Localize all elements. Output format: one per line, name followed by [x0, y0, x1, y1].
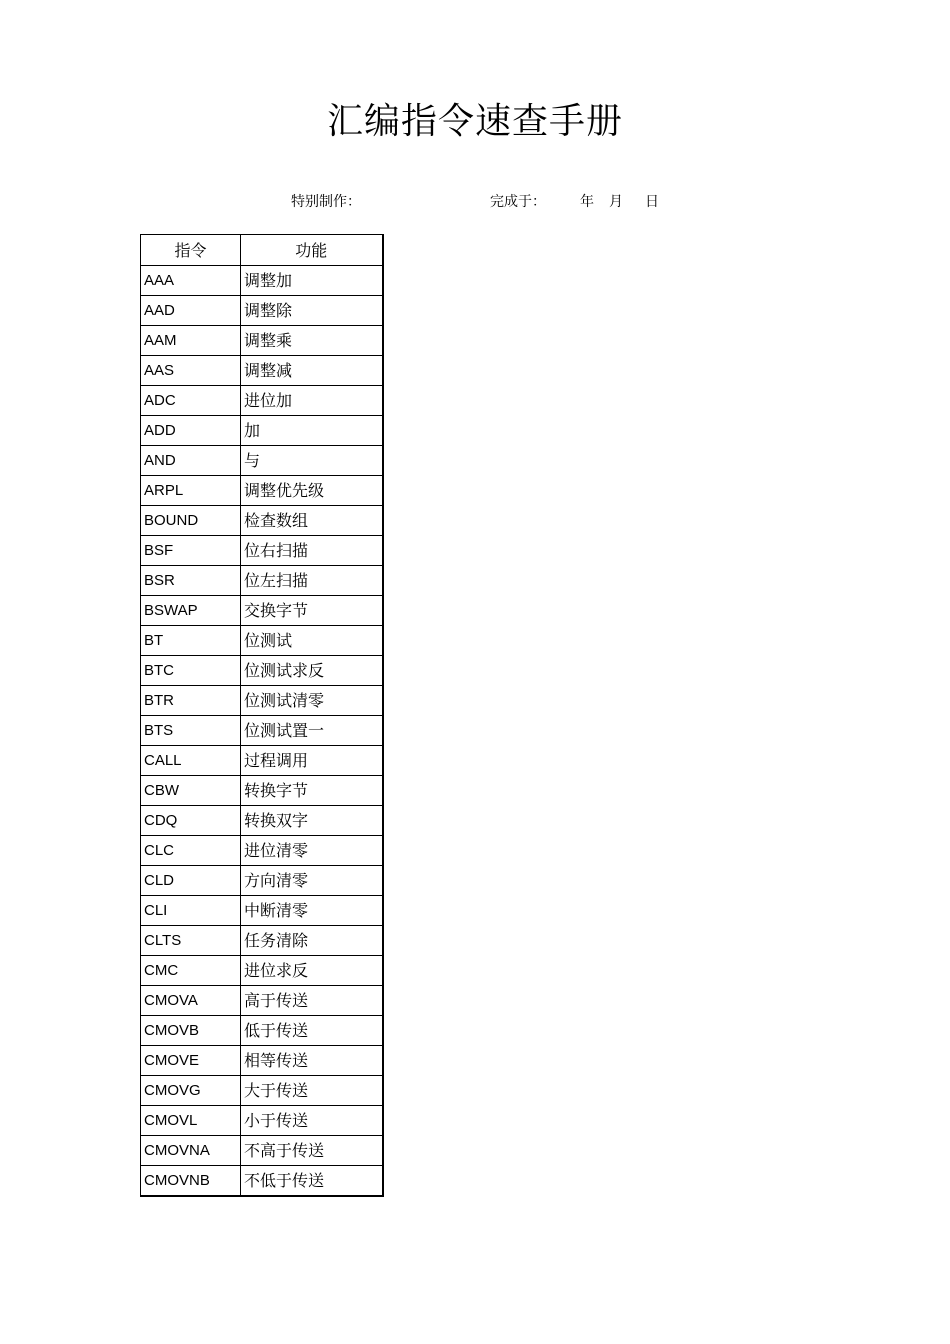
function-cell: 调整乘 — [241, 326, 383, 356]
instruction-cell: CLD — [141, 866, 241, 896]
instruction-cell: AAS — [141, 356, 241, 386]
table-row — [141, 1046, 383, 1076]
instruction-cell: AAA — [141, 266, 241, 296]
function-cell: 不高于传送 — [241, 1136, 383, 1166]
instruction-cell: BSR — [141, 566, 241, 596]
table-row — [141, 356, 383, 386]
instruction-cell: AND — [141, 446, 241, 476]
function-cell: 高于传送 — [241, 986, 383, 1016]
table-row — [141, 326, 383, 356]
table-row — [141, 1166, 383, 1197]
table-row — [141, 1106, 383, 1136]
table-row — [141, 656, 383, 686]
function-cell: 中断清零 — [241, 896, 383, 926]
table-row — [141, 1076, 383, 1106]
function-cell: 进位加 — [241, 386, 383, 416]
function-cell: 转换字节 — [241, 776, 383, 806]
table-header-row — [141, 235, 383, 266]
function-cell: 任务清除 — [241, 926, 383, 956]
table-row — [141, 866, 383, 896]
table-row — [141, 266, 383, 296]
column-header-instruction: 指令 — [141, 235, 241, 266]
table-row — [141, 446, 383, 476]
function-cell: 进位求反 — [241, 956, 383, 986]
function-cell: 调整减 — [241, 356, 383, 386]
instruction-cell: CMOVL — [141, 1106, 241, 1136]
table-row — [141, 1136, 383, 1166]
function-cell: 进位清零 — [241, 836, 383, 866]
table-row — [141, 566, 383, 596]
instruction-cell: BSWAP — [141, 596, 241, 626]
table-row — [141, 1016, 383, 1046]
year-label: 年 — [580, 194, 594, 210]
table-row — [141, 716, 383, 746]
instruction-cell: CDQ — [141, 806, 241, 836]
instruction-cell: CMOVNB — [141, 1166, 241, 1197]
instruction-cell: CMOVA — [141, 986, 241, 1016]
table-row — [141, 776, 383, 806]
table-row — [141, 746, 383, 776]
table-row — [141, 506, 383, 536]
table-row — [141, 476, 383, 506]
table-row — [141, 806, 383, 836]
table-row — [141, 896, 383, 926]
instruction-cell: CLC — [141, 836, 241, 866]
author-label: 特别制作： — [291, 194, 361, 210]
function-cell: 转换双字 — [241, 806, 383, 836]
instruction-table — [140, 234, 384, 1197]
function-cell: 相等传送 — [241, 1046, 383, 1076]
instruction-cell: BOUND — [141, 506, 241, 536]
function-cell: 方向清零 — [241, 866, 383, 896]
instruction-cell: CMC — [141, 956, 241, 986]
instruction-cell: BTR — [141, 686, 241, 716]
instruction-cell: AAM — [141, 326, 241, 356]
function-cell: 位测试求反 — [241, 656, 383, 686]
instruction-cell: AAD — [141, 296, 241, 326]
day-label: 日 — [645, 194, 659, 210]
function-cell: 与 — [241, 446, 383, 476]
function-cell: 交换字节 — [241, 596, 383, 626]
instruction-cell: CALL — [141, 746, 241, 776]
table-row — [141, 626, 383, 656]
instruction-cell: BSF — [141, 536, 241, 566]
completion-label: 完成于： — [490, 194, 546, 210]
instruction-cell: CLI — [141, 896, 241, 926]
table-row — [141, 596, 383, 626]
table-row — [141, 956, 383, 986]
function-cell: 位测试 — [241, 626, 383, 656]
instruction-cell: BTC — [141, 656, 241, 686]
function-cell: 位右扫描 — [241, 536, 383, 566]
table-row — [141, 986, 383, 1016]
table-row — [141, 686, 383, 716]
instruction-cell: BT — [141, 626, 241, 656]
table-row — [141, 536, 383, 566]
function-cell: 位测试清零 — [241, 686, 383, 716]
function-cell: 位左扫描 — [241, 566, 383, 596]
instruction-cell: ADC — [141, 386, 241, 416]
function-cell: 低于传送 — [241, 1016, 383, 1046]
function-cell: 调整加 — [241, 266, 383, 296]
function-cell: 大于传送 — [241, 1076, 383, 1106]
month-label: 月 — [609, 194, 623, 210]
function-cell: 不低于传送 — [241, 1166, 383, 1197]
instruction-cell: ADD — [141, 416, 241, 446]
instruction-cell: ARPL — [141, 476, 241, 506]
function-cell: 调整优先级 — [241, 476, 383, 506]
function-cell: 位测试置一 — [241, 716, 383, 746]
table-row — [141, 416, 383, 446]
function-cell: 调整除 — [241, 296, 383, 326]
function-cell: 小于传送 — [241, 1106, 383, 1136]
function-cell: 过程调用 — [241, 746, 383, 776]
table-row — [141, 926, 383, 956]
instruction-cell: CBW — [141, 776, 241, 806]
instruction-cell: CMOVB — [141, 1016, 241, 1046]
function-cell: 检查数组 — [241, 506, 383, 536]
instruction-cell: CMOVNA — [141, 1136, 241, 1166]
instruction-cell: CMOVE — [141, 1046, 241, 1076]
column-header-function: 功能 — [241, 235, 383, 266]
instruction-cell: CLTS — [141, 926, 241, 956]
page-title: 汇编指令速查手册 — [326, 101, 623, 142]
function-cell: 加 — [241, 416, 383, 446]
table-row — [141, 296, 383, 326]
table-row — [141, 386, 383, 416]
instruction-cell: CMOVG — [141, 1076, 241, 1106]
table-row — [141, 836, 383, 866]
instruction-cell: BTS — [141, 716, 241, 746]
